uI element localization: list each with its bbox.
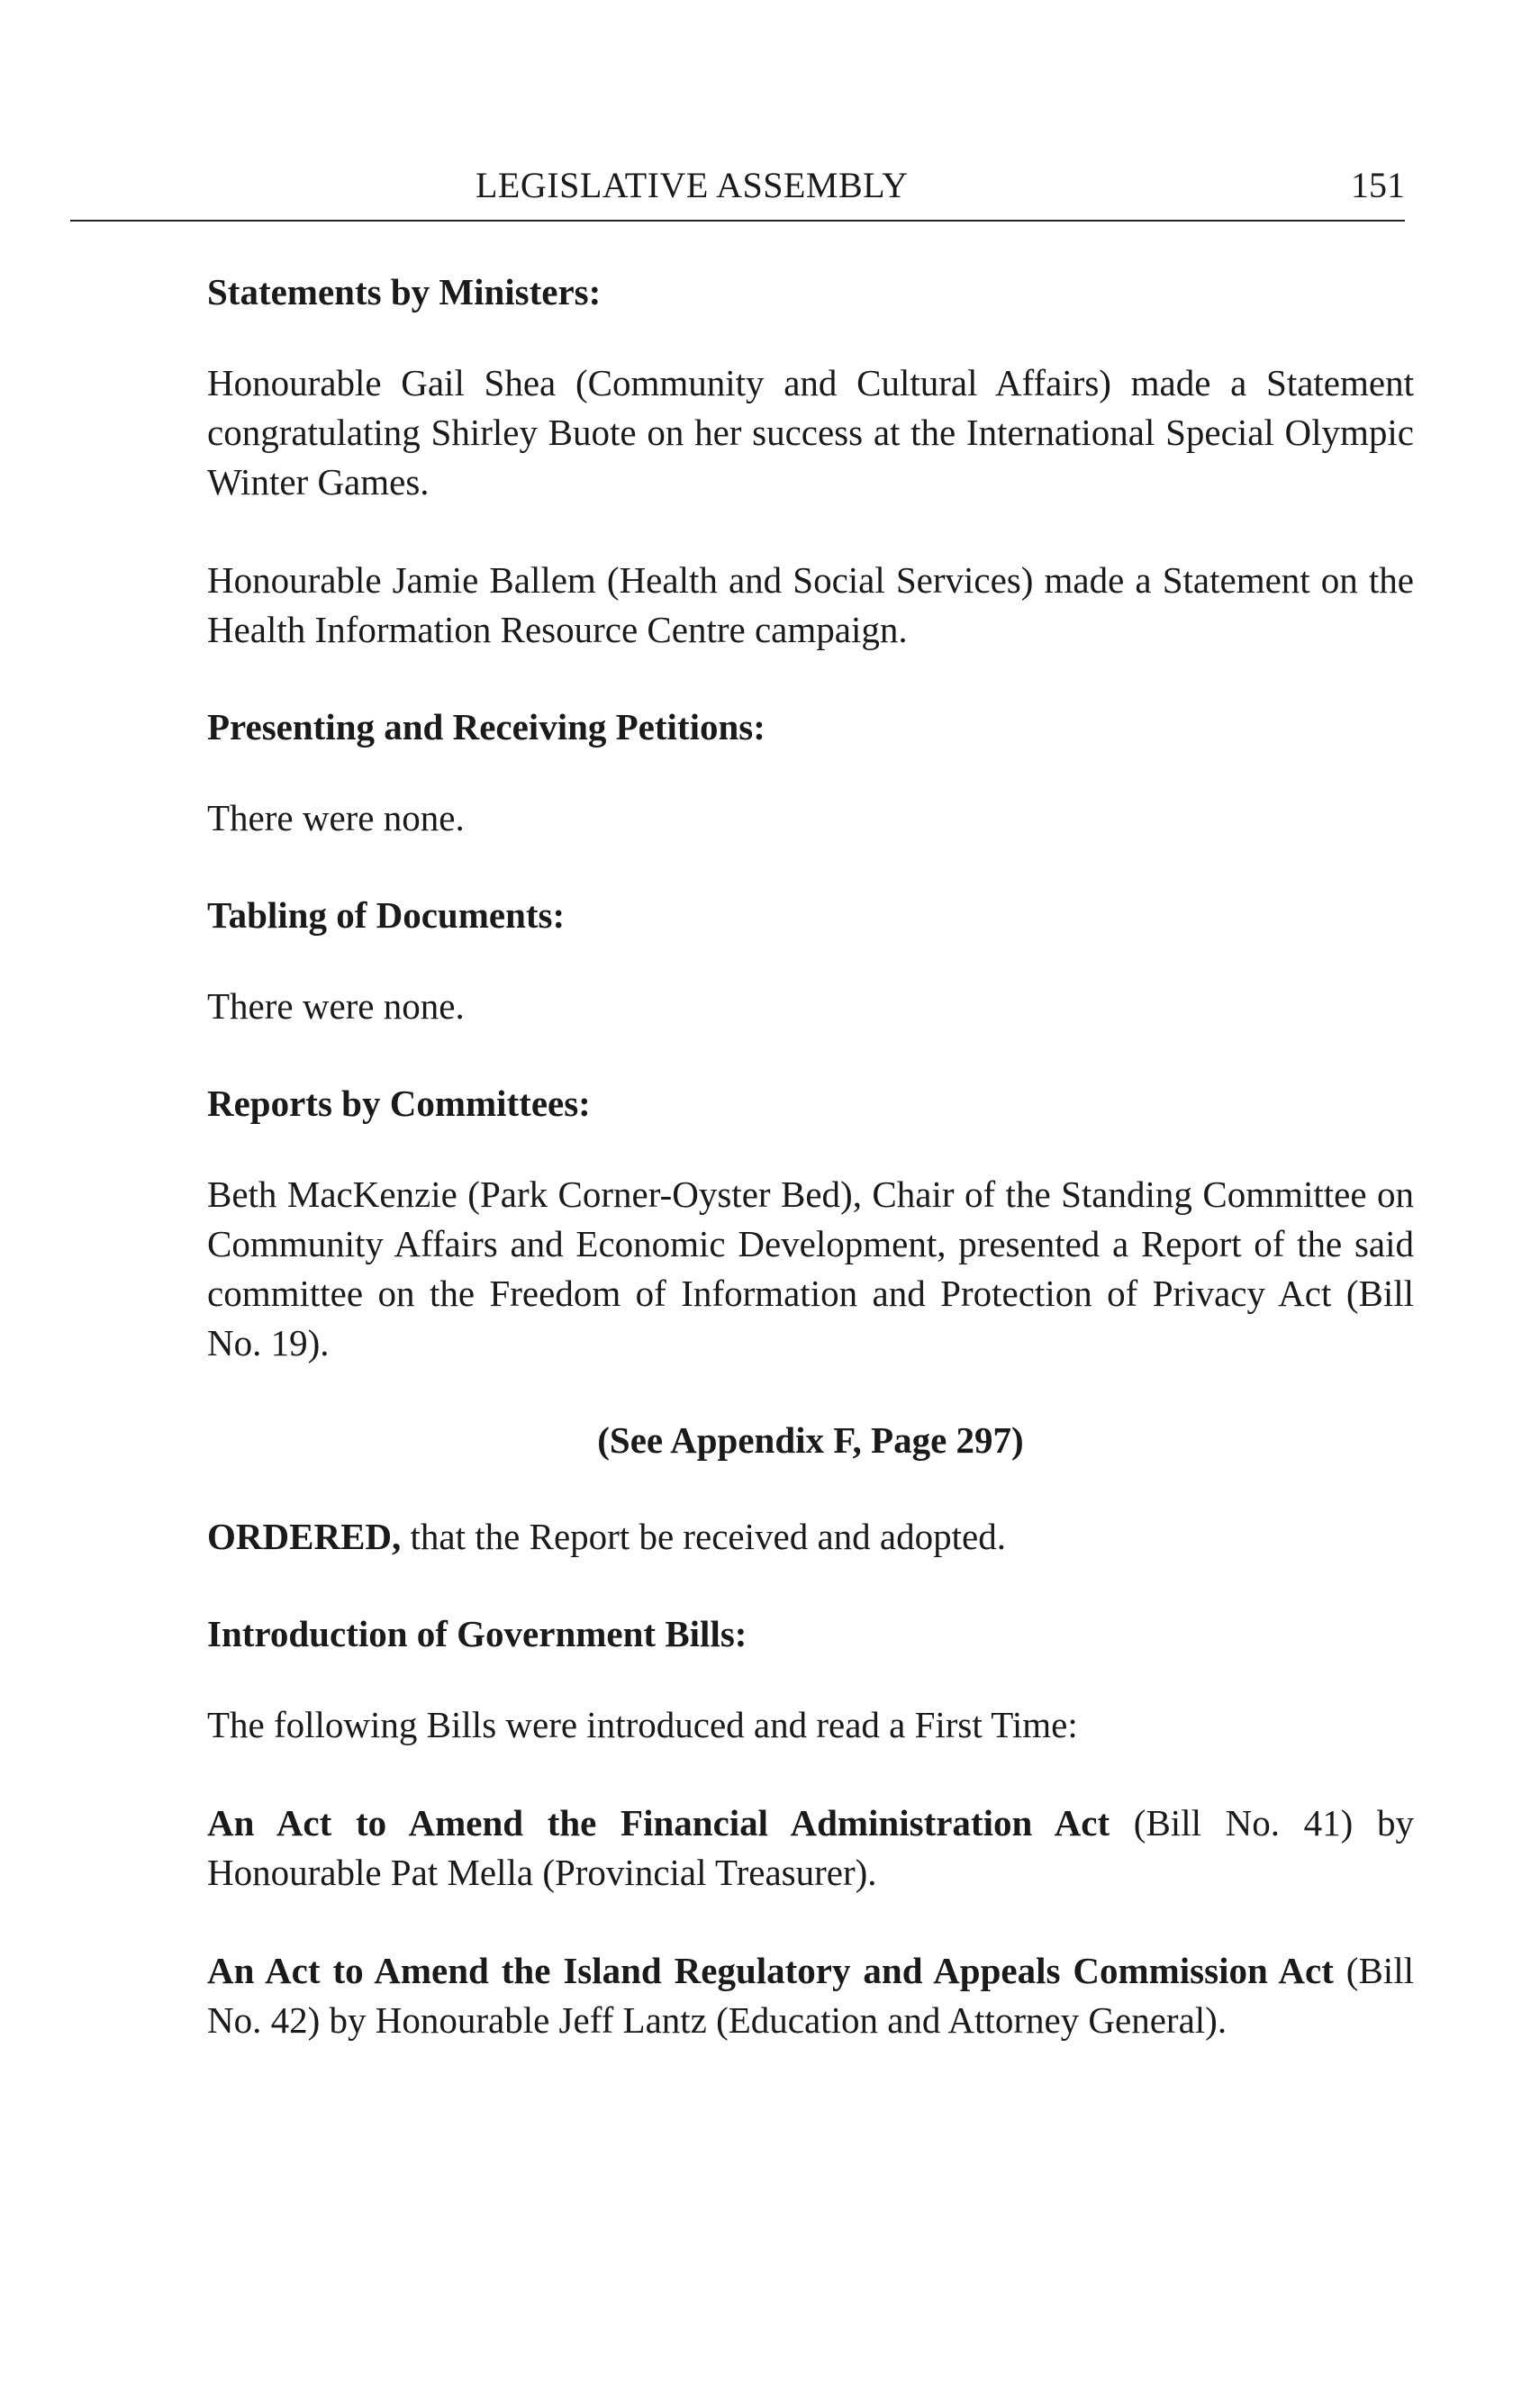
page-header xyxy=(70,164,1405,222)
header-title: LEGISLATIVE ASSEMBLY xyxy=(476,165,909,205)
bill-42-details: (Bill No. 42) by Honourable Jeff Lantz (Education and Attorney General). xyxy=(207,1950,1414,2041)
ordered-paragraph xyxy=(207,1512,1414,1562)
appendix-reference: (See Appendix F, Page 297) xyxy=(597,1419,1024,1461)
reports-paragraph: Beth MacKenzie (Park Corner-Oyster Bed), Chair of the Standing Committee on Community Affairs and Economic Development, presented a Report of the said committee on the Freedom of Information and Protection of Privacy Act (Bill No. 19). xyxy=(207,1173,1414,1364)
bill-41-details: (Bill No. 41) by Honourable Pat Mella (Provincial Treasurer). xyxy=(207,1802,1414,1893)
bill-41-paragraph xyxy=(207,1799,1414,1898)
statement-paragraph-2: Honourable Jamie Ballem (Health and Social Services) made a Statement on the Health Information Resource Centre campaign. xyxy=(207,559,1414,650)
ordered-text: that the Report be received and adopted. xyxy=(401,1516,1006,1557)
statement-paragraph-1: Honourable Gail Shea (Community and Cultural Affairs) made a Statement congratulating Shirley Buote on her success at the International Special Olympic Winter Games. xyxy=(207,362,1414,503)
section-heading-tabling: Tabling of Documents: xyxy=(207,894,566,936)
petitions-text: There were none. xyxy=(207,797,465,838)
bill-42-paragraph xyxy=(207,1946,1414,2045)
bill-42-title: An Act to Amend the Island Regulatory and Appeals Commission Act xyxy=(207,1950,1334,1991)
tabling-text: There were none. xyxy=(207,985,465,1027)
page-number: 151 xyxy=(1351,165,1405,205)
section-heading-petitions: Presenting and Receiving Petitions: xyxy=(207,706,765,748)
section-heading-bills: Introduction of Government Bills: xyxy=(207,1613,747,1654)
bill-41-title: An Act to Amend the Financial Administration Act xyxy=(207,1802,1110,1844)
section-heading-statements: Statements by Ministers: xyxy=(207,271,602,313)
ordered-label: ORDERED, xyxy=(207,1516,402,1557)
section-heading-reports: Reports by Committees: xyxy=(207,1083,591,1124)
document-body xyxy=(207,267,1414,2045)
bills-intro: The following Bills were introduced and read a First Time: xyxy=(207,1704,1078,1745)
